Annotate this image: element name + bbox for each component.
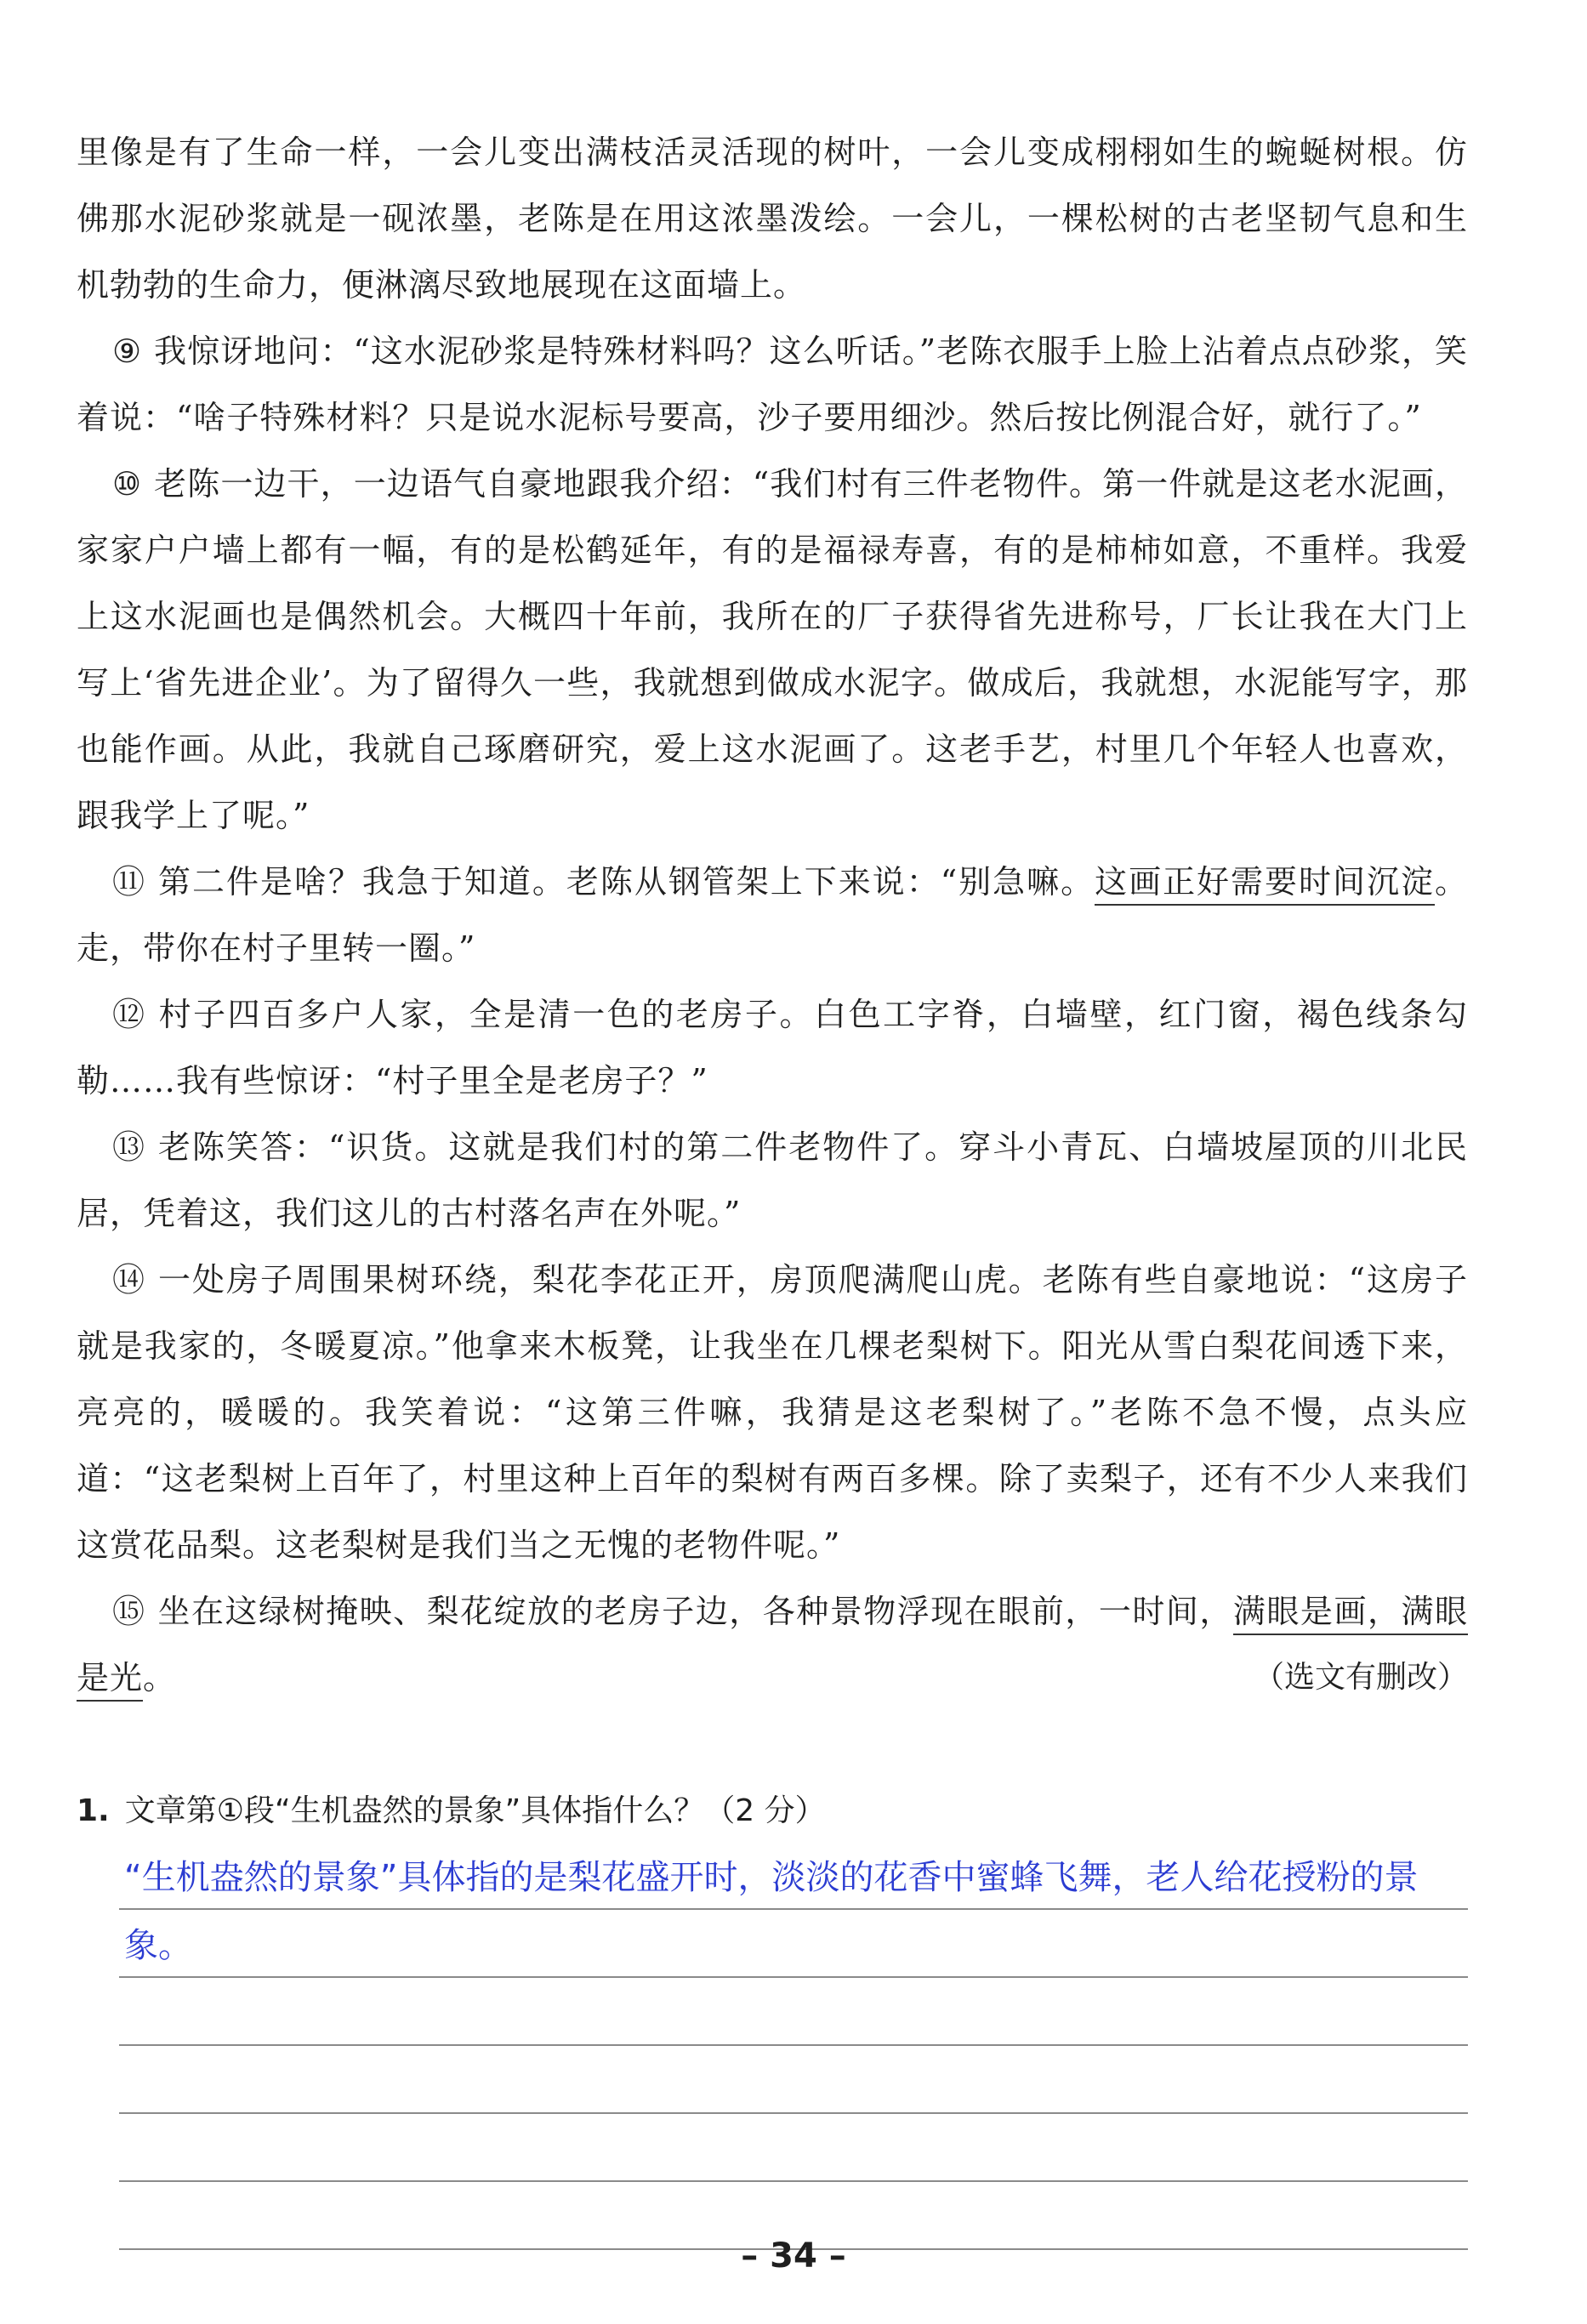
source-note: （选文有删改）: [1253, 1660, 1468, 1695]
handwritten-answer: “生机盎然的景象”具体指的是梨花盛开时，淡淡的花香中蜜蜂飞舞，老人给花授粉的景象。: [124, 1858, 1419, 1965]
passage-paragraph: [77, 981, 1468, 1114]
paragraph-number: ⑭: [112, 1261, 146, 1298]
question-number: 1.: [77, 1793, 110, 1828]
question-1: [77, 1787, 1468, 1835]
passage-paragraph: [77, 1114, 1468, 1247]
underlined-phrase: 满眼是画，满眼是光: [77, 1593, 1468, 1702]
paragraph-number: ⑮: [112, 1593, 146, 1630]
paragraph-text: 一处房子周围果树环绕，梨花李花正开，房顶爬满爬山虎。老陈有些自豪地说：“这房子就是我家的，冬暖夏凉。”他拿来木板凳，让我坐在几棵老梨树下。阳光从雪白梨花间透下来，亮亮的，暖暖的。我笑着说：“这第三件嘛，我猜是这老梨树了。”老陈不急不慢，点头应道：“这老梨树上百年了，村里这种上百年的梨树有两百多棵。除了卖梨子，还有不少人来我们这赏花品梨。这老梨树是我们当之无愧的老物件呢。”: [77, 1261, 1468, 1564]
paragraph-number: ⑨: [112, 332, 143, 370]
page-number: – 34 –: [741, 2236, 846, 2276]
answer-line: [119, 1976, 1468, 1978]
answer-line: [119, 2112, 1468, 2114]
paragraph-text: 里像是有了生命一样，一会儿变出满枝活灵活现的树叶，一会儿变成栩栩如生的蜿蜒树根。仿佛那水泥砂浆就是一砚浓墨，老陈是在用这浓墨泼绘。一会儿，一棵松树的古老坚韧气息和生机勃勃的生命力，便淋漓尽致地展现在这面墙上。: [77, 134, 1468, 304]
paragraph-text: 村子四百多户人家，全是清一色的老房子。白色工字脊，白墙壁，红门窗，褐色线条勾勒……我有些惊讶：“村子里全是老房子？”: [77, 996, 1468, 1099]
paragraph-number: ⑬: [112, 1128, 146, 1166]
paragraph-number: ⑪: [112, 863, 146, 901]
underlined-phrase: 这画正好需要时间沉淀: [1095, 863, 1435, 906]
passage-paragraph: [77, 318, 1468, 451]
question-text: 文章第①段“生机盎然的景象”具体指什么？（2 分）: [124, 1793, 826, 1828]
paragraph-text: 。走，带你在村子里转一圈。”: [77, 863, 1468, 967]
passage-paragraph: [77, 849, 1468, 981]
paragraph-text: 老陈一边干，一边语气自豪地跟我介绍：“我们村有三件老物件。第一件就是这老水泥画，家家户户墙上都有一幅，有的是松鹤延年，有的是福禄寿喜，有的是柿柿如意，不重样。我爱上这水泥画也是偶然机会。大概四十年前，我所在的厂子获得省先进称号，厂长让我在大门上写上‘省先进企业’。为了留得久一些，我就想到做成水泥字。做成后，我就想，水泥能写字，那也能作画。从此，我就自己琢磨研究，爱上这水泥画了。这老手艺，村里几个年轻人也喜欢，跟我学上了呢。”: [77, 465, 1468, 834]
paragraph-text: 老陈笑答：“识货。这就是我们村的第二件老物件了。穿斗小青瓦、白墙坡屋顶的川北民居，凭着这，我们这儿的古村落名声在外呢。”: [77, 1128, 1468, 1232]
answer-area[interactable]: [119, 1844, 1468, 1980]
answer-line: [119, 2044, 1468, 2046]
paragraph-text: 我惊讶地问：“这水泥砂浆是特殊材料吗？这么听话。”老陈衣服手上脸上沾着点点砂浆，笑着说：“啥子特殊材料？只是说水泥标号要高，沙子要用细沙。然后按比例混合好，就行了。”: [77, 332, 1468, 436]
passage-paragraph: [77, 451, 1468, 849]
answer-line: [119, 2180, 1468, 2182]
passage-paragraph: [77, 1247, 1468, 1578]
reading-passage: [77, 119, 1468, 1711]
paragraph-number: ⑫: [112, 996, 146, 1033]
answer-line: [119, 1908, 1468, 1910]
paragraph-text: 。: [143, 1659, 177, 1696]
paragraph-text: 坐在这绿树掩映、梨花绽放的老房子边，各种景物浮现在眼前，一时间，: [157, 1593, 1233, 1630]
paragraph-text: 第二件是啥？我急于知道。老陈从钢管架上下来说：“别急嘛。: [157, 863, 1095, 901]
passage-paragraph: [77, 119, 1468, 318]
paragraph-number: ⑩: [112, 465, 143, 503]
